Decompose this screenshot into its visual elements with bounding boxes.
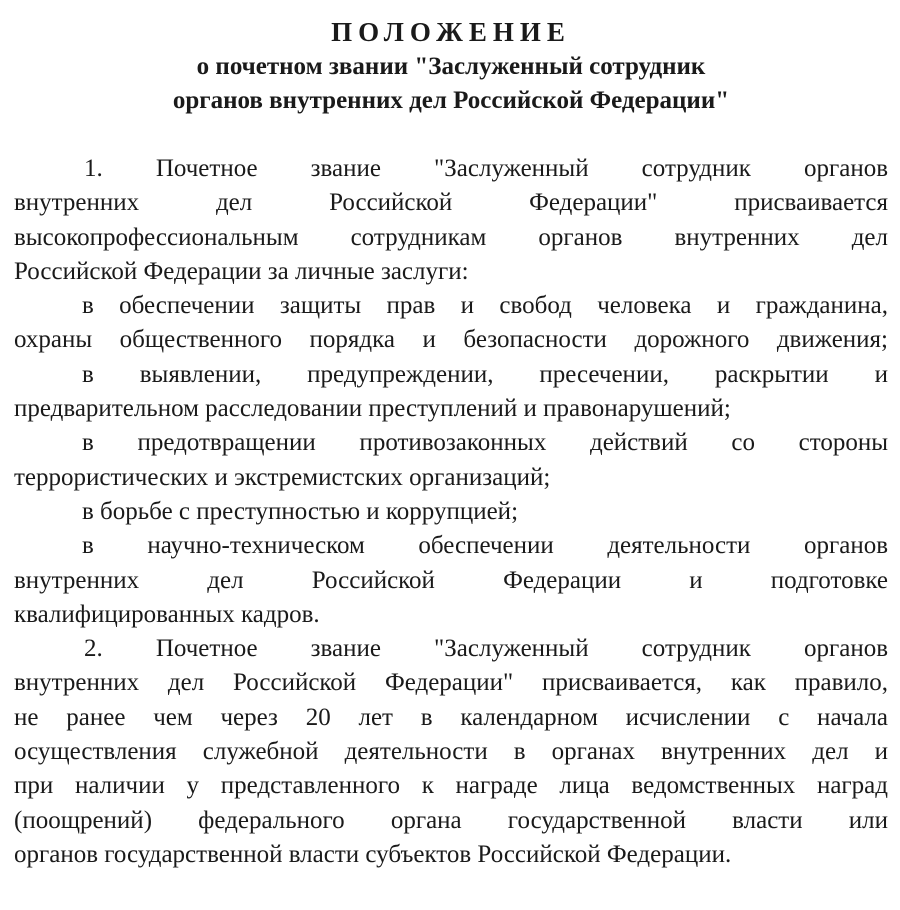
paragraph-2-line: осуществления служебной деятельности в органах внутренних дел и: [14, 738, 888, 766]
list-item-line: в выявлении, предупреждении, пресечении, раскрытии и: [82, 360, 888, 388]
list-item-line: в предотвращении противозаконных действий со стороны: [82, 429, 888, 457]
paragraph-1-line: высокопрофессиональным сотрудникам органов внутренних дел: [14, 223, 888, 251]
paragraph-2-line: не ранее чем через 20 лет в календарном исчислении с начала: [14, 703, 888, 731]
paragraph-1-line: внутренних дел Российской Федерации" присваивается: [14, 189, 888, 217]
list-item: [14, 495, 888, 529]
document-title: ПОЛОЖЕНИЕ: [331, 17, 571, 47]
list-item-line: в научно-техническом обеспечении деятельности органов: [82, 532, 888, 560]
paragraph-1-line: 1. Почетное звание "Заслуженный сотрудник органов: [84, 155, 888, 182]
paragraph-2-line: при наличии у представленного к награде лица ведомственных наград: [14, 772, 888, 800]
document-subtitle-line-1: о почетном звании "Заслуженный сотрудник: [196, 53, 706, 80]
paragraph-2-line: органов государственной власти субъектов Российской Федерации.: [14, 840, 732, 868]
list-item-line: квалифицированных кадров.: [14, 600, 320, 628]
paragraph-1-line: Российской Федерации за личные заслуги:: [14, 257, 469, 285]
list-item: [14, 426, 888, 495]
document-body: [14, 152, 888, 872]
list-item-line: в борьбе с преступностью и коррупцией;: [82, 497, 519, 525]
paragraph-2-line: 2. Почетное звание "Заслуженный сотрудник органов: [84, 635, 888, 663]
list-item: [14, 289, 888, 358]
list-item-line: предварительном расследовании преступлений и правонарушений;: [14, 395, 731, 423]
paragraph-2-line: (поощрений) федерального органа государственной власти или: [14, 806, 888, 834]
list-item-line: охраны общественного порядка и безопасности дорожного движения;: [14, 326, 888, 354]
list-item-line: внутренних дел Российской Федерации и подготовке: [14, 566, 888, 594]
list-item-line: террористических и экстремистских организаций;: [14, 463, 551, 491]
paragraph-2: [14, 632, 888, 872]
list-item-line: в обеспечении защиты прав и свобод человека и гражданина,: [82, 292, 888, 320]
list-item: [14, 529, 888, 632]
paragraph-2-line: внутренних дел Российской Федерации" присваивается, как правило,: [14, 669, 888, 697]
list-item: [14, 358, 888, 427]
paragraph-1: [14, 152, 888, 289]
document-subtitle-line-2: органов внутренних дел Российской Федерации": [172, 87, 730, 114]
